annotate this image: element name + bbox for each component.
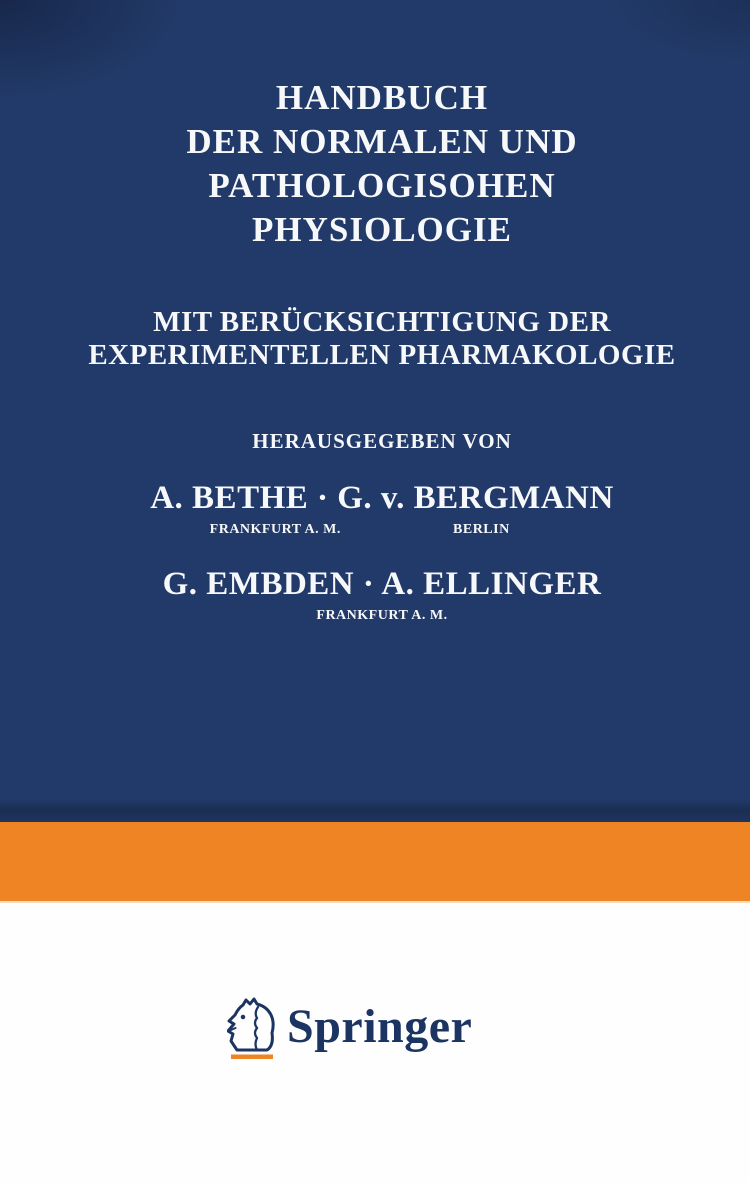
affiliation-frankfurt-2: FRANKFURT A. M. [316,608,448,623]
affiliation-frankfurt-1: FRANKFURT A. M. [209,522,341,537]
book-title-line-2: DER NORMALEN UND [186,122,578,161]
affiliation-berlin: BERLIN [453,522,510,537]
logo-underline [231,1055,273,1060]
editors-line-2: G. EMBDEN · A. ELLINGER [162,566,602,602]
springer-knight-horse-icon [227,997,277,1061]
book-title-line-3: PATHOLOGISOHEN [208,166,556,205]
editors-line-1: A. BETHE · G. v. BERGMANN [150,480,614,516]
book-title [14,0,750,252]
book-title-line-1: HANDBUCH [275,78,489,117]
edited-by-label: HERAUSGEGEBEN VON [252,429,512,453]
book-subtitle-line-2: EXPERIMENTELLEN PHARMAKOLOGIE [88,339,676,371]
publisher-name: Springer [287,1000,473,1053]
affiliations-row-1 [14,522,750,538]
book-title-line-4: PHYSIOLOGIE [252,210,512,249]
book-subtitle-line-1: MIT BERÜCKSICHTIGUNG DER [153,306,611,338]
orange-divider-band [0,822,750,903]
publisher-panel [0,903,750,1183]
book-subtitle [14,306,750,372]
